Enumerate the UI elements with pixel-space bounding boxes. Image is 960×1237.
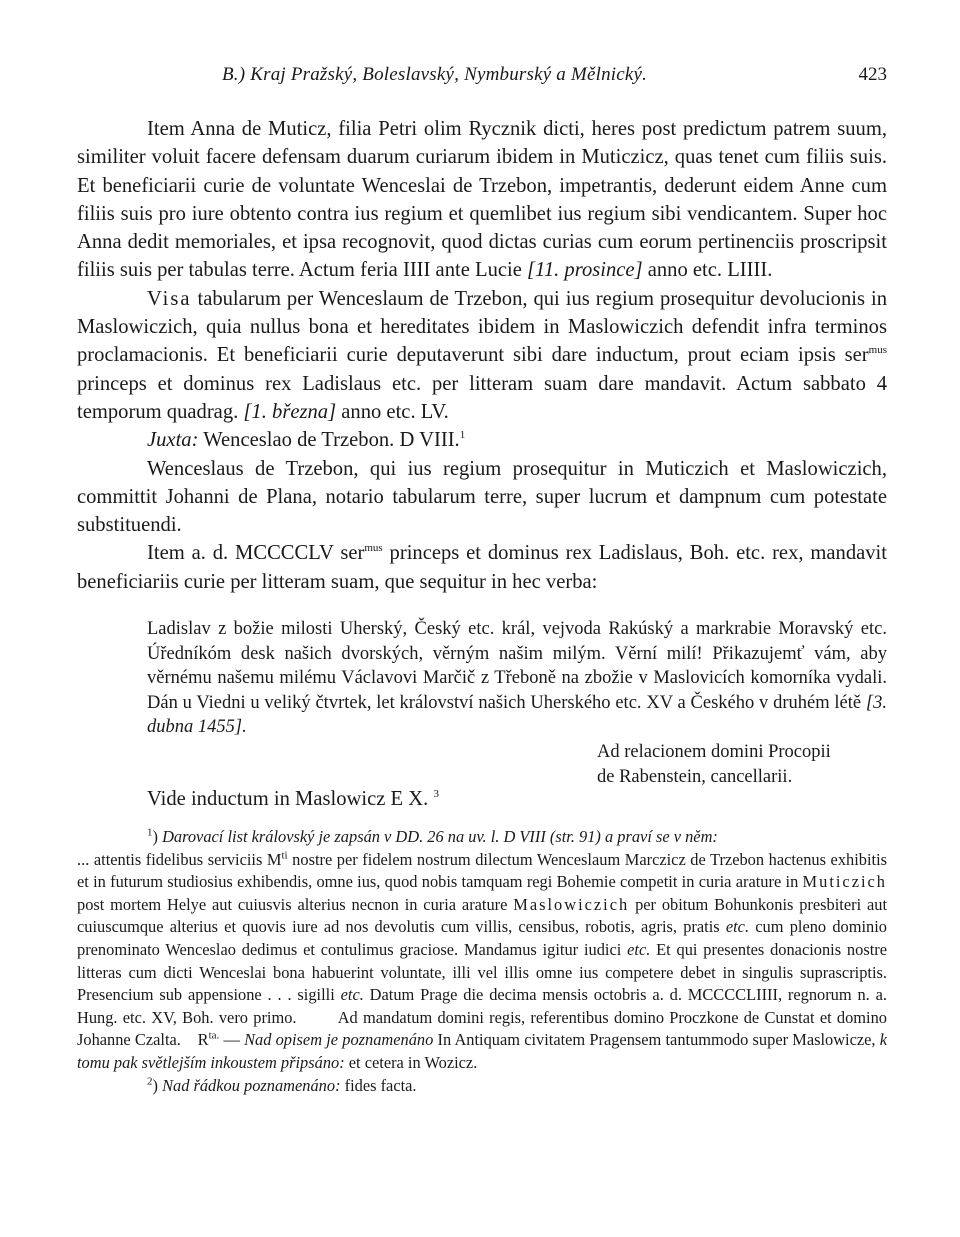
fn1-b: nostre per fidelem nostrum dilectum Wenceslaum Marczicz de Trzebon hactenus exhibitis et in futurum studiosius exhibendis, omne ius, quod nobis tamquam regi Bohemie competit in curia arature in [77,849,888,892]
paragraph-anna [77,115,887,285]
running-head [77,64,887,86]
paragraph-item-text: Item a. d. MCCCCLV ser [147,542,365,565]
footnote-2-text: fides facta. [340,1075,417,1095]
footnote-1-intro-text: Darovací list královský je zapsán v DD. 26 na uv. l. D VIII (str. 91) a praví se v něm: [162,827,718,846]
letter-body: Ladislav z božie milosti Uherský, Český etc. král, vejvoda Rakúský a markrabie Moravský etc. Úředníkóm desk našich dvorských, věrným našim milým. Věrní milí! Přikazujemť vám, aby věrnému našemu milému Václavovi Marčič z Třeboně na zbožie v Maslovicích komorníka vydali. Dán u Viedni u veliký čtvrtek, let království našich Uherského etc. XV a Českého v druhém létě [147,619,887,713]
fn1-note-1: Nad opisem je poznamenáno [244,1030,434,1050]
footnotes [77,826,892,1097]
fn1-place-maslowiczich: Maslowiczich [513,894,630,914]
fn1-place-muticzich: Muticzich [802,872,887,892]
fn1-etc-3: etc. [340,985,364,1005]
footnote-ref-3: 3 [433,788,439,801]
juxta-label: Juxta: [147,429,199,452]
paragraph-item [77,539,887,596]
fn1-c: post mortem Helye aut cuiusvis alterius necnon in curia arature [77,894,514,914]
fn1-a-sup: ti [281,849,288,862]
letter-date: [3. dubna 1455]. [147,692,887,738]
sup-mus: mus [868,344,887,357]
fn1-d: per obitum Bohunkonis presbiteri aut cuiuscumque alterius et quovis iure ad nos devolutis cum villis, censibus, robotis, agris, pratis [77,894,887,937]
fn1-f: Et qui presentes donacionis nostre litteras cum dicti Wenceslai bona habuerint voluntate, illi vel illis omne ius competere debet in singulis suprascriptis. Presencium sub appensione . . . sigilli [77,939,887,1005]
paragraph-item-text-b: princeps et dominus rex Ladislaus, Boh. etc. rex, mandavit beneficiariis curie per litteram suam, que sequitur in hec verba: [77,542,887,593]
fn1-e: cum pleno dominio prenominato Wenceslao dedimus et contulimus graciose. Mandamus igitur iudici [77,917,887,959]
paragraph-visa-end: anno etc. LV. [336,400,449,423]
paragraph-anna-end: anno etc. LIIII. [642,259,773,282]
visa-word: Visa [147,287,192,310]
letter-signature [597,740,831,790]
footnote-1-body [77,849,892,1075]
footnote-1-mark: 1 [147,826,153,839]
letter-text [147,617,887,740]
fn1-etc-2: etc. [627,939,651,959]
running-head-title: B.) Kraj Pražský, Boleslavský, Nymburský a Mělnický. [222,64,648,85]
footnote-2-mark: 2 [147,1075,153,1088]
paragraph-juxta [77,426,887,454]
paragraph-visa [77,285,887,426]
vide-text: Vide inductum in Maslowicz E X. [147,788,429,810]
fn1-h: — [219,1030,245,1050]
paragraph-anna-text: Item Anna de Muticz, filia Petri olim Rycznik dicti, heres post predictum patrem suum, similiter voluit facere defensam duarum curiarum ibidem in Muticzicz, quas tenet cum filiis suis. Et beneficiarii curie de voluntate Wenceslai de Trzebon, impetrantis, dederunt eidem Anne cum filiis suis pro iure obtento contra ius regium et quemlibet ius regium sibi vendicantem. Super hoc Anna dedit memoriales, et ipsa recognovit, quod dictas curias cum eorum pertinenciis proscripsit filiis suis per tabulas terre. Actum feria IIII ante Lucie [77,118,887,282]
footnote-2-note: Nad řádkou poznamenáno: [162,1075,341,1095]
date-brezna: [1. března] [243,400,337,423]
juxta-text: Wenceslao de Trzebon. D VIII. [198,429,460,452]
date-prosince: [11. prosince] [527,259,643,282]
fn1-etc-1: etc. [725,917,750,937]
paragraph-visa-text-b: princeps et dominus rex Ladislaus etc. per litteram suam dare mandavit. Actum sabbato 4 temporum quadrag. [77,372,887,423]
sup-mus-2: mus [364,542,383,555]
page-number: 423 [858,64,887,85]
fn1-note-2: k tomu pak světlejším inkoustem připsáno: [77,1030,888,1072]
main-text [77,115,887,596]
signature-line-2: de Rabenstein, cancellarii. [597,767,793,787]
paragraph-wenceslaus: Wenceslaus de Trzebon, qui ius regium prosequitur in Muticzich et Maslowiczich, committit Johanni de Plana, notario tabularum terre, super lucrum et dampnum cum potestate substituendi. [77,457,887,537]
footnote-ref-1: 1 [459,429,466,442]
fn1-a: ... attentis fidelibus serviciis M [77,849,282,869]
vide-line [147,788,439,811]
fn1-g: Datum Prage die decima mensis octobris a. d. MCCCCLIIII, regnorum n. a. Hung. etc. XV, Boh. vero primo. Ad mandatum domini regis, referentibus domino Proczkone de Cunstat et domino Johanne Czalta. R [77,985,892,1050]
fn1-j: et cetera in Wozicz. [344,1052,478,1072]
footnote-1-intro: $^1$) Darovací list královský je zapsán v DD. 26 na uv. l. D VIII (str. 91) a praví se v něm: [147,826,718,846]
footnote-2: $^2$) Nad řádkou poznamenáno: fides facta. [147,1075,417,1095]
royal-letter [147,617,887,740]
paragraph-visa-text: tabularum per Wenceslaum de Trzebon, qui ius regium prosequitur devolucionis in Maslowiczich, quia nullus bona et hereditates ibidem in Maslowiczich defendit infra terminos proclamacionis. Et beneficiarii curie deputaverunt sibi dare inductum, prout eciam ipsis ser [77,287,887,367]
fn1-g-sup: ta. [208,1029,220,1042]
fn1-i: In Antiquam civitatem Pragensem tantummodo super Maslowicze, [433,1030,880,1050]
signature-line-1: Ad relacionem domini Procopii [597,742,831,762]
